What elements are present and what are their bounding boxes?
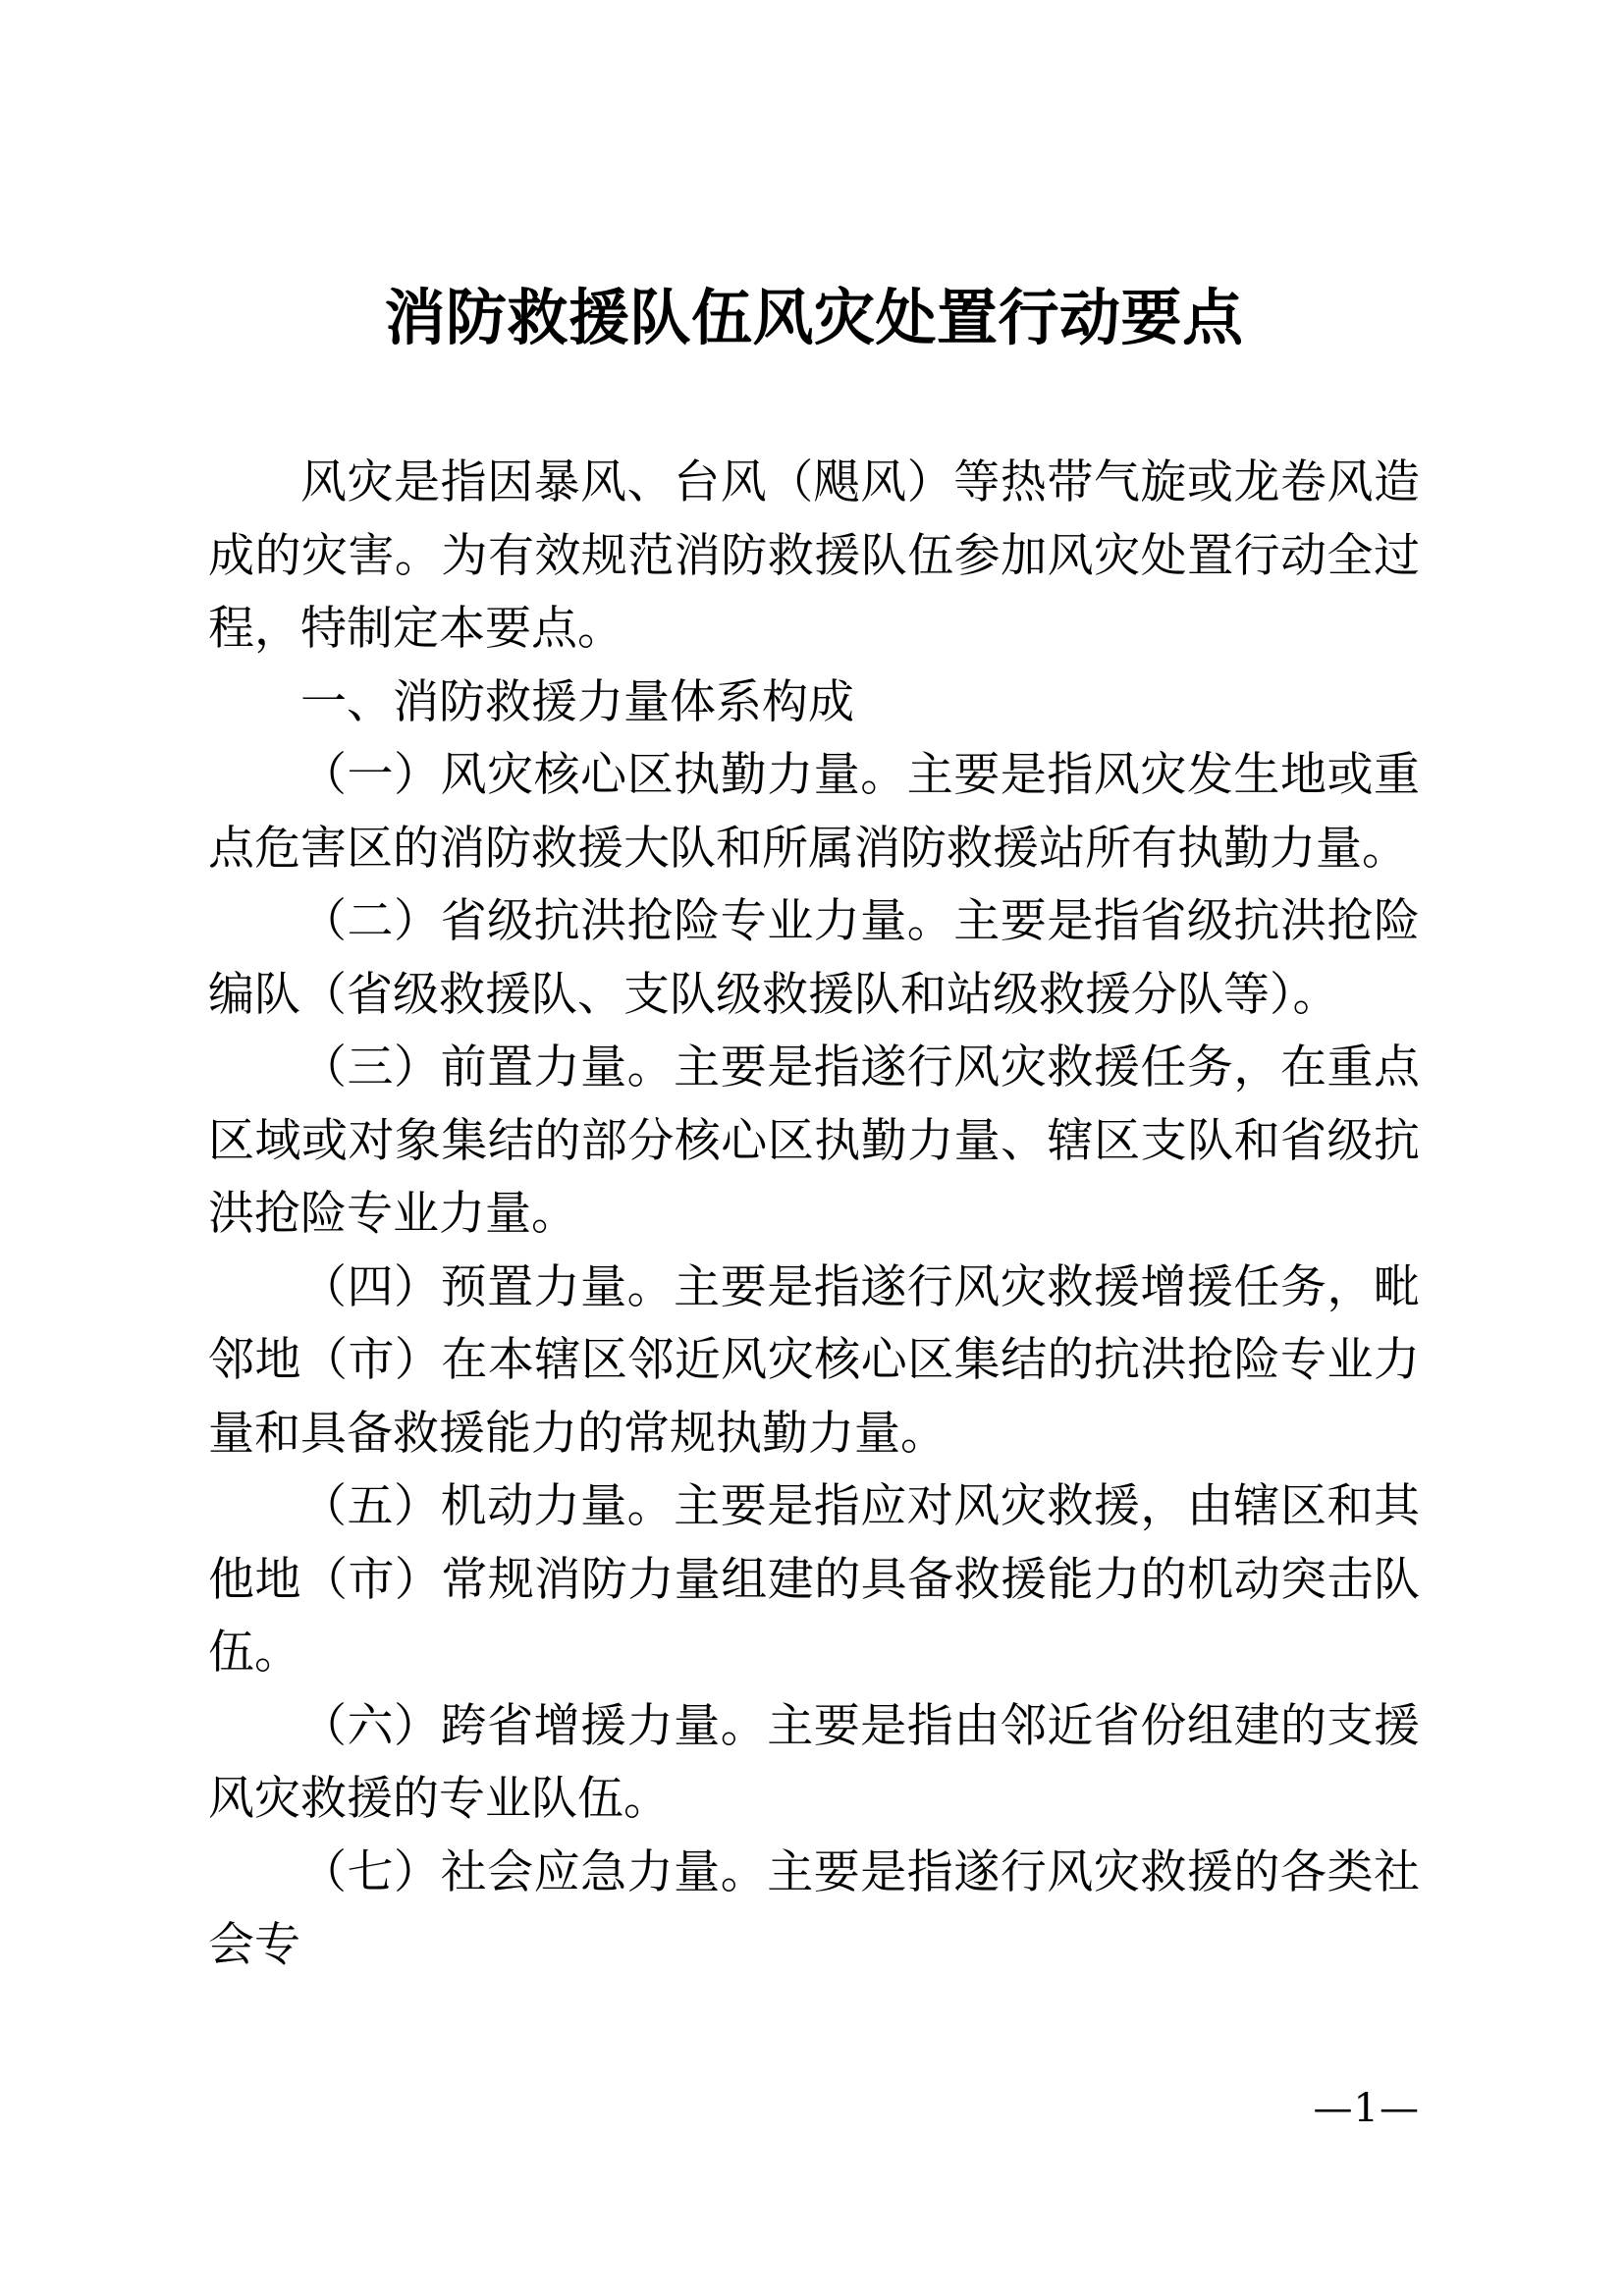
document-body	[208, 447, 1420, 1983]
clause-five: （五）机动力量。主要是指应对风灾救援，由辖区和其他地（市）常规消防力量组建的具备救援能力的机动突击队伍。	[208, 1479, 1420, 1680]
clause-six: （六）跨省增援力量。主要是指由邻近省份组建的支援风灾救援的专业队伍。	[208, 1698, 1420, 1826]
clause-seven: （七）社会应急力量。主要是指遂行风灾救援的各类社会专	[208, 1844, 1420, 1972]
clause-two: （二）省级抗洪抢险专业力量。主要是指省级抗洪抢险编队（省级救援队、支队级救援队和站级救援分队等）。	[208, 894, 1420, 1022]
section-heading-one: 一、消防救援力量体系构成	[300, 674, 854, 729]
page-number-footer: —1—	[1313, 2086, 1420, 2131]
clause-four: （四）预置力量。主要是指遂行风灾救援增援任务，毗邻地（市）在本辖区邻近风灾核心区集结的抗洪抢险专业力量和具备救援能力的常规执勤力量。	[208, 1259, 1420, 1461]
clause-three: （三）前置力量。主要是指遂行风灾救援任务，在重点区域或对象集结的部分核心区执勤力量、辖区支队和省级抗洪抢险专业力量。	[208, 1041, 1420, 1241]
page-title: 消防救援队伍风灾处置行动要点	[384, 282, 1244, 353]
clause-one: （一）风灾核心区执勤力量。主要是指风灾发生地或重点危害区的消防救援大队和所属消防救援站所有执勤力量。	[208, 748, 1420, 876]
paragraph-definition: 风灾是指因暴风、台风（飓风）等热带气旋或龙卷风造成的灾害。为有效规范消防救援队伍参加风灾处置行动全过程，特制定本要点。	[208, 455, 1420, 656]
